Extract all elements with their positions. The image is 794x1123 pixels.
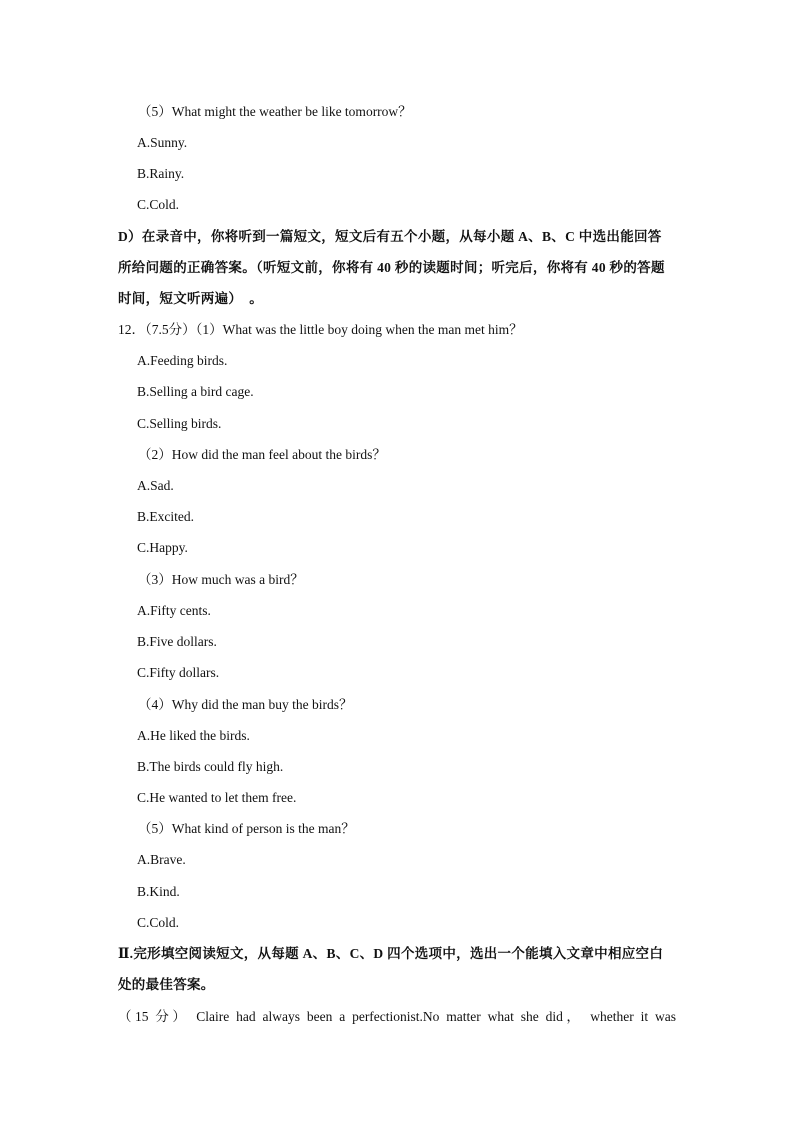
section-d-instruction-line-1: D）在录音中，你将听到一篇短文，短文后有五个小题，从每小题 A、B、C 中选出能回答 — [118, 229, 662, 244]
option-c: C.Cold. — [137, 915, 180, 930]
option-a: A.He liked the birds. — [137, 728, 250, 743]
option-c: C.Fifty dollars. — [137, 665, 220, 680]
sub-question-2: （2）How did the man feel about the birds？ — [138, 447, 386, 462]
option-b: B.Five dollars. — [137, 634, 217, 649]
option-b: B.Selling a bird cage. — [137, 384, 254, 399]
option-b: B.Rainy. — [137, 166, 185, 181]
sub-question-4: （4）Why did the man buy the birds？ — [138, 697, 353, 712]
option-b: B.Kind. — [137, 884, 180, 899]
sub-question-3: （3）How much was a bird？ — [138, 572, 304, 587]
option-c: C.Happy. — [137, 540, 188, 555]
option-c: C.Cold. — [137, 197, 180, 212]
question-5-weather: （5）What might the weather be like tomorrow？ — [138, 104, 412, 119]
option-a: A.Fifty cents. — [137, 603, 211, 618]
section-d-instruction-line-2: 所给问题的正确答案。（听短文前，你将有 40 秒的读题时间；听完后，你将有 40 秒的答题 — [118, 260, 665, 275]
part-2-instruction-line-2: 处的最佳答案。 — [118, 977, 215, 992]
option-c: C.Selling birds. — [137, 416, 222, 431]
sub-question-5: （5）What kind of person is the man？ — [138, 821, 355, 836]
question-12-header: 12．（7.5分）（1）What was the little boy doing when the man met him？ — [118, 322, 523, 337]
option-c: C.He wanted to let them free. — [137, 790, 297, 805]
part-2-instruction-line-1: Ⅱ.完形填空阅读短文，从每题 A、B、C、D 四个选项中，选出一个能填入文章中相应空白 — [118, 946, 664, 961]
option-a: A.Brave. — [137, 852, 186, 867]
option-b: B.Excited. — [137, 509, 194, 524]
option-b: B.The birds could fly high. — [137, 759, 284, 774]
option-a: A.Sunny. — [137, 135, 188, 150]
cloze-passage-start: （15 分） Claire had always been a perfectionist.No matter what she did， whether it was — [118, 1009, 676, 1024]
section-d-instruction-line-3: 时间，短文听两遍） 。 — [118, 291, 264, 306]
option-a: A.Feeding birds. — [137, 353, 228, 368]
option-a: A.Sad. — [137, 478, 174, 493]
